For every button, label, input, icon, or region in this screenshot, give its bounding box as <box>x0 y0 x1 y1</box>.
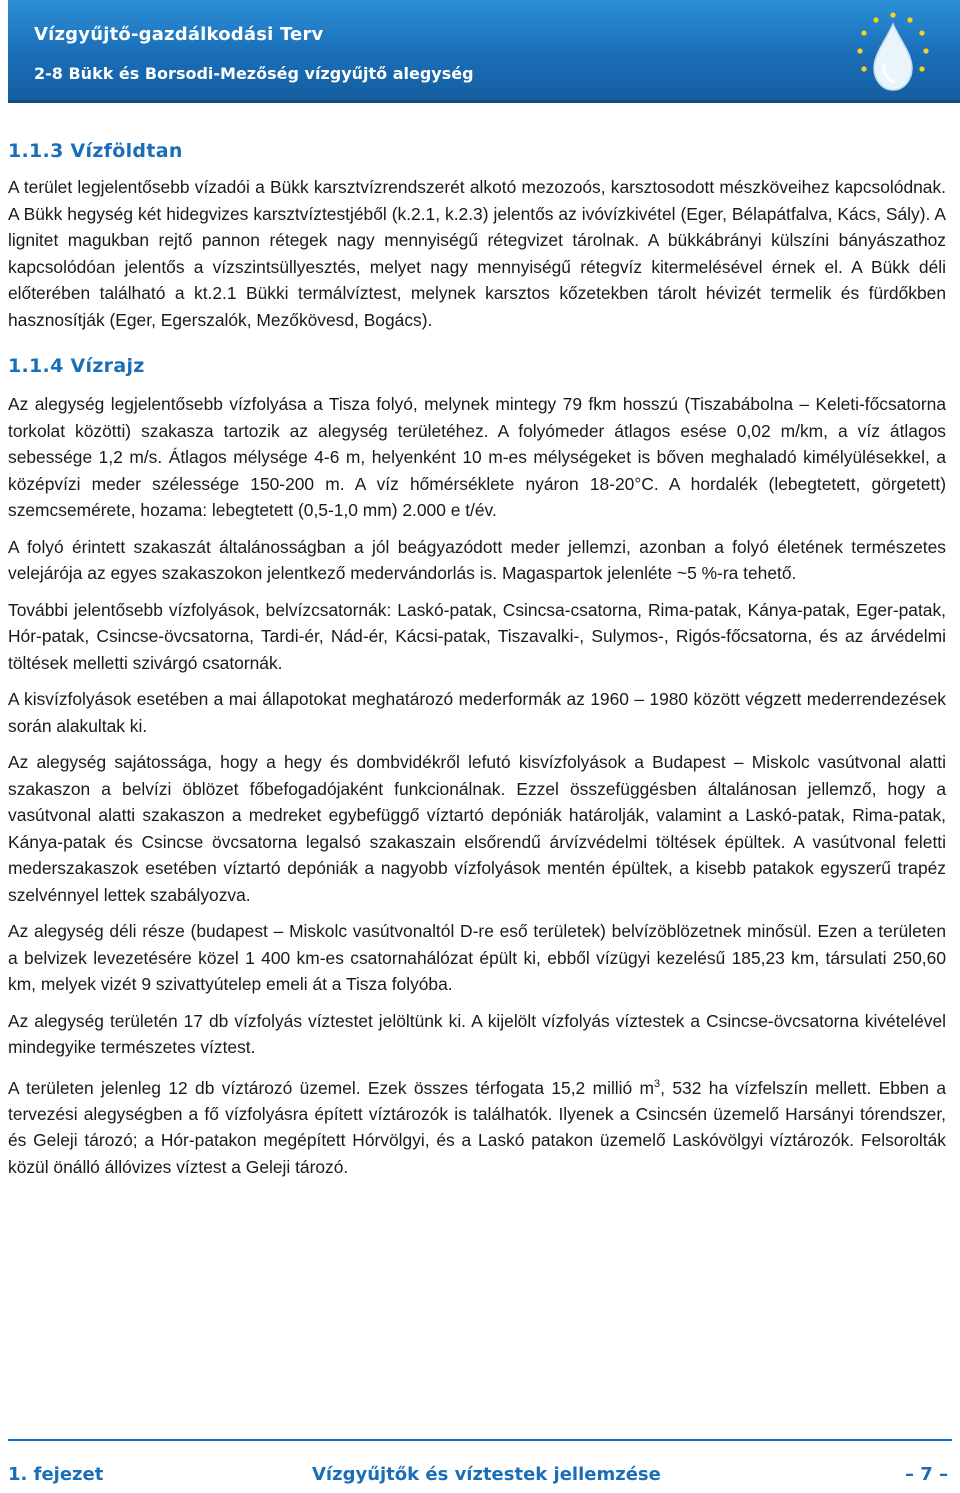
paragraph: Az alegység sajátossága, hogy a hegy és dombvidékről lefutó kisvízfolyások a Budapest – Miskolc vasútvonal alatti szakaszon a belvízi öblözet főbefogadójaként funkcionálnak. Ezzel összefüggésben általánosan jellemző, hogy a vasútvonal alatti szakaszon a medreket egybefüggő víztartó depóniák határolják, valamint a Laskó-patak, Rima-patak, Kánya-patak és Csincse övcsatorna legalsó szakaszain elsőrendű árvízvédelmi töltések épültek. A vasútvonal feletti mederszakaszok esetében víztartó depóniák a nagyobb vízfolyások mentén épültek, a kisebb patakok egyszerű trapéz szelvénnyel lettek szabályozva. <box>8 752 946 905</box>
document-body <box>8 140 946 1180</box>
paragraph: További jelentősebb vízfolyások, belvízcsatornák: Laskó-patak, Csincsa-csatorna, Rima-patak, Kánya-patak, Eger-patak, Hór-patak, Csincse-övcsatorna, Tardi-ér, Nád-ér, Kácsi-patak, Tiszavalki-, Sulymos-, Rigós-főcsatorna, és az árvédelmi töltések melletti szivárgó csatornák. <box>8 599 946 673</box>
footer-chapter-title: Vízgyűjtők és víztestek jellemzése <box>312 1464 661 1485</box>
paragraph: A kisvízfolyások esetében a mai állapotokat meghatározó mederformák az 1960 – 1980 között végzett mederrendezések során alakultak ki. <box>8 689 946 736</box>
header-banner <box>8 0 960 103</box>
reservoirs-text-start: A területen jelenleg 12 db víztározó üzemel. Ezek összes térfogata 15,2 millió m <box>8 1077 655 1098</box>
page-number: – 7 – <box>904 1464 948 1485</box>
footer-divider <box>8 1439 952 1441</box>
cubic-superscript: 3 <box>654 1077 661 1090</box>
document-title: Vízgyűjtő-gazdálkodási Terv <box>34 24 324 45</box>
document-subtitle: 2-8 Bükk és Borsodi-Mezőség vízgyűjtő alegység <box>34 64 474 83</box>
eu-water-drop-logo-icon <box>848 6 938 96</box>
section-heading-vizrajz: 1.1.4 Vízrajz <box>8 355 145 377</box>
reservoirs-text-end: , 532 ha vízfelszín mellett. Ebben a tervezési alegységben a fő vízfolyásra épített víztározók is találhatók. Ilyenek a Csincsén üzemelő Harsányi tórendszer, és Geleji tározó; a Hór-patakon megépített Hórvölgyi, és a Laskó patakon üzemelő Laskóvölgyi víztározók. Felsorolták közül önálló állóvizes víztest a Geleji tározó. <box>8 1077 946 1177</box>
paragraph: Az alegység déli része (budapest – Miskolc vasútvonaltól D-re eső területek) belvízöblözetnek minősül. Ezen a területen a belvizek levezetésére közel 1 400 km-es csatornahálózat épült ki, ebből vízügyi kezelésű 185,23 km, társulati 250,60 km, melyek vizét 9 szivattyútelep emeli át a Tisza folyóba. <box>8 921 946 994</box>
paragraph: Az alegység területén 17 db vízfolyás víztestet jelöltünk ki. A kijelölt vízfolyás víztestek a Csincse-övcsatorna kivételével mindegyike természetes víztest. <box>8 1010 946 1057</box>
footer-chapter: 1. fejezet <box>8 1464 104 1485</box>
paragraph: A terület legjelentősebb vízadói a Bükk karsztvízrendszerét alkotó mezozoós, karsztosodott mészköveihez kapcsolódnak. A Bükk hegység két hidegvizes karsztvíztestjéből (k.2.1, k.2.3) jelentős az ivóvízkivétel (Eger, Bélapátfalva, Kács, Sály). A lignitet magukban rejtő pannon rétegek nagy mennyiségű rétegvizet tárolnak. A bükkábrányi külszíni bányászathoz kapcsolódóan jelentős a vízszintsüllyesztés, melyet nagy mennyiségű rétegvíz kitermelésével érnek el. A Bükk déli előterében található a kt.2.1 Bükki termálvíztest, melynek karsztos kőzetekben tárolt hévizét termelik és fürdőkben hasznosítják (Eger, Egerszalók, Mezőkövesd, Bogács). <box>8 177 946 330</box>
paragraph: Az alegység legjelentősebb vízfolyása a Tisza folyó, melynek mintegy 79 fkm hosszú (Tiszabábolna – Keleti-főcsatorna torkolat közötti) szakasza tartozik az alegység területéhez. A folyómeder átlagos esése 0,02 m/km, a víz átlagos sebessége 1,2 m/s. Átlagos mélysége 4-6 m, helyenként 10 m-es mélységeket is bőven meghaladó kimélyülésekkel, a középvízi meder szélessége 150-200 m. A víz hőmérséklete nyáron 18-20°C. A hordalék (lebegtetett, görgetett) szemcsemérete, hozama: lebegtetett (0,5-1,0 mm) 2.000 e t/év. <box>8 394 946 520</box>
paragraph: A folyó érintett szakaszát általánosságban a jól beágyazódott meder jellemzi, azonban a folyó életének természetes velejárója az egyes szakaszokon jelentkező medervándorlás is. Magaspartok jelenléte ~5 %-ra tehető. <box>8 536 946 583</box>
section-heading-vizfoldtan: 1.1.3 Vízföldtan <box>8 140 183 162</box>
paragraph-reservoirs <box>8 1071 946 1181</box>
